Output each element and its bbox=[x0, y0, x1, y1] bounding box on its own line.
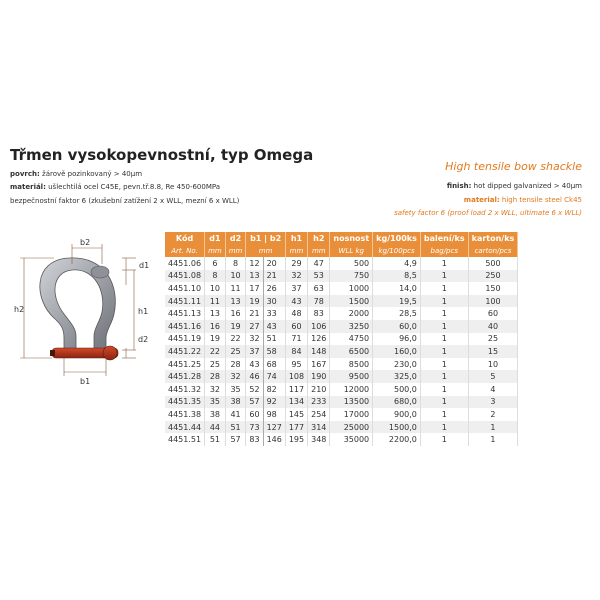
col-header-load: nosnost bbox=[330, 232, 373, 245]
cell-d1: 8 bbox=[205, 270, 226, 283]
cell-bag: 1 bbox=[420, 433, 468, 446]
cell-h2: 126 bbox=[308, 333, 330, 346]
cell-bag: 1 bbox=[420, 320, 468, 333]
cell-weight: 500,0 bbox=[373, 383, 421, 396]
cell-code: 4451.35 bbox=[165, 396, 205, 409]
table-row bbox=[165, 333, 518, 346]
cell-weight: 160,0 bbox=[373, 345, 421, 358]
sub-header-carton: carton/pcs bbox=[468, 245, 518, 257]
cell-weight: 8,5 bbox=[373, 270, 421, 283]
cell-b2: 51 bbox=[263, 333, 285, 346]
cell-code: 4451.51 bbox=[165, 433, 205, 446]
cell-b2: 26 bbox=[263, 282, 285, 295]
cell-code: 4451.22 bbox=[165, 345, 205, 358]
cell-wll: 1000 bbox=[330, 282, 373, 295]
cell-d2: 38 bbox=[225, 396, 246, 409]
cell-bag: 1 bbox=[420, 408, 468, 421]
cell-carton: 1 bbox=[468, 421, 518, 434]
cell-d2: 8 bbox=[225, 257, 246, 270]
cell-b2: 82 bbox=[263, 383, 285, 396]
cell-code: 4451.16 bbox=[165, 320, 205, 333]
cell-h1: 177 bbox=[285, 421, 307, 434]
cell-h2: 148 bbox=[308, 345, 330, 358]
table-row bbox=[165, 370, 518, 383]
spec-table-body bbox=[165, 257, 518, 446]
english-title: High tensile bow shackle bbox=[445, 160, 582, 173]
cell-carton: 60 bbox=[468, 307, 518, 320]
shackle-diagram bbox=[14, 230, 154, 390]
cell-d2: 16 bbox=[225, 307, 246, 320]
cell-code: 4451.44 bbox=[165, 421, 205, 434]
surface-value: žárově pozinkovaný > 40µm bbox=[42, 170, 143, 178]
label-h2: h2 bbox=[14, 305, 25, 314]
cell-d1: 16 bbox=[205, 320, 226, 333]
table-row bbox=[165, 358, 518, 371]
col-header-weight: kg/100ks bbox=[373, 232, 421, 245]
cell-wll: 25000 bbox=[330, 421, 373, 434]
cell-weight: 2200,0 bbox=[373, 433, 421, 446]
cell-d2: 19 bbox=[225, 320, 246, 333]
sub-header-h1: mm bbox=[285, 245, 307, 257]
cell-h2: 53 bbox=[308, 270, 330, 283]
sub-header-d2: mm bbox=[225, 245, 246, 257]
table-row bbox=[165, 282, 518, 295]
cell-h1: 71 bbox=[285, 333, 307, 346]
cell-d2: 11 bbox=[225, 282, 246, 295]
label-d1: d1 bbox=[139, 261, 150, 270]
cell-weight: 1500,0 bbox=[373, 421, 421, 434]
cell-b1: 17 bbox=[246, 282, 263, 295]
cell-wll: 750 bbox=[330, 270, 373, 283]
cell-b2: 146 bbox=[263, 433, 285, 446]
sub-header-h2: mm bbox=[308, 245, 330, 257]
finish-line bbox=[447, 182, 582, 190]
cell-b1: 52 bbox=[246, 383, 263, 396]
cell-wll: 4750 bbox=[330, 333, 373, 346]
cell-wll: 6500 bbox=[330, 345, 373, 358]
table-row bbox=[165, 307, 518, 320]
cell-carton: 40 bbox=[468, 320, 518, 333]
cell-bag: 1 bbox=[420, 358, 468, 371]
cell-b2: 21 bbox=[263, 270, 285, 283]
cell-code: 4451.13 bbox=[165, 307, 205, 320]
cell-b1: 21 bbox=[246, 307, 263, 320]
cell-h2: 314 bbox=[308, 421, 330, 434]
cell-h1: 29 bbox=[285, 257, 307, 270]
sub-header-d1: mm bbox=[205, 245, 226, 257]
cell-h2: 233 bbox=[308, 396, 330, 409]
header-row bbox=[165, 232, 518, 245]
cell-h1: 48 bbox=[285, 307, 307, 320]
table-row bbox=[165, 295, 518, 308]
cell-carton: 25 bbox=[468, 333, 518, 346]
table-row bbox=[165, 383, 518, 396]
cell-wll: 500 bbox=[330, 257, 373, 270]
cell-h2: 47 bbox=[308, 257, 330, 270]
table-row bbox=[165, 257, 518, 270]
cell-bag: 1 bbox=[420, 421, 468, 434]
col-header-bag: balení/ks bbox=[420, 232, 468, 245]
cell-h1: 37 bbox=[285, 282, 307, 295]
col-header-d2: d2 bbox=[225, 232, 246, 245]
cell-b2: 92 bbox=[263, 396, 285, 409]
cell-code: 4451.38 bbox=[165, 408, 205, 421]
cell-b1: 27 bbox=[246, 320, 263, 333]
cell-b1: 83 bbox=[246, 433, 263, 446]
cell-b1: 13 bbox=[246, 270, 263, 283]
col-header-code: Kód bbox=[165, 232, 205, 245]
cell-carton: 250 bbox=[468, 270, 518, 283]
cell-wll: 9500 bbox=[330, 370, 373, 383]
cell-h1: 108 bbox=[285, 370, 307, 383]
cell-weight: 900,0 bbox=[373, 408, 421, 421]
cell-h1: 43 bbox=[285, 295, 307, 308]
cell-b2: 68 bbox=[263, 358, 285, 371]
cell-h2: 210 bbox=[308, 383, 330, 396]
table-row bbox=[165, 270, 518, 283]
label-d2: d2 bbox=[138, 335, 149, 344]
cell-bag: 1 bbox=[420, 270, 468, 283]
cell-d1: 13 bbox=[205, 307, 226, 320]
cell-weight: 680,0 bbox=[373, 396, 421, 409]
cell-carton: 500 bbox=[468, 257, 518, 270]
cell-b1: 57 bbox=[246, 396, 263, 409]
cell-b1: 32 bbox=[246, 333, 263, 346]
cell-weight: 230,0 bbox=[373, 358, 421, 371]
label-b2: b2 bbox=[80, 238, 91, 247]
cell-d1: 11 bbox=[205, 295, 226, 308]
material-line bbox=[10, 183, 220, 191]
cell-h2: 78 bbox=[308, 295, 330, 308]
cell-h1: 60 bbox=[285, 320, 307, 333]
cell-bag: 1 bbox=[420, 370, 468, 383]
cell-wll: 13500 bbox=[330, 396, 373, 409]
cell-carton: 1 bbox=[468, 433, 518, 446]
cell-carton: 100 bbox=[468, 295, 518, 308]
cell-carton: 10 bbox=[468, 358, 518, 371]
material-label-en: material: bbox=[463, 196, 500, 204]
cell-carton: 3 bbox=[468, 396, 518, 409]
material-value: ušlechtilá ocel C45E, pevn.tř.8.8, Re 450-600MPa bbox=[48, 183, 221, 191]
cell-code: 4451.32 bbox=[165, 383, 205, 396]
cell-carton: 15 bbox=[468, 345, 518, 358]
cell-bag: 1 bbox=[420, 257, 468, 270]
cell-code: 4451.06 bbox=[165, 257, 205, 270]
cell-b2: 127 bbox=[263, 421, 285, 434]
table-row bbox=[165, 433, 518, 446]
cell-h2: 190 bbox=[308, 370, 330, 383]
cell-code: 4451.28 bbox=[165, 370, 205, 383]
cell-b1: 73 bbox=[246, 421, 263, 434]
cell-d2: 35 bbox=[225, 383, 246, 396]
sub-header-weight: kg/100pcs bbox=[373, 245, 421, 257]
cell-carton: 4 bbox=[468, 383, 518, 396]
cell-wll: 35000 bbox=[330, 433, 373, 446]
col-header-carton: karton/ks bbox=[468, 232, 518, 245]
cell-d1: 44 bbox=[205, 421, 226, 434]
cell-h2: 254 bbox=[308, 408, 330, 421]
spec-table bbox=[165, 232, 518, 446]
page-title: Třmen vysokopevnostní, typ Omega bbox=[10, 146, 314, 164]
cell-carton: 5 bbox=[468, 370, 518, 383]
cell-b2: 30 bbox=[263, 295, 285, 308]
finish-value: hot dipped galvanized > 40µm bbox=[473, 182, 582, 190]
cell-weight: 4,9 bbox=[373, 257, 421, 270]
subheader-row bbox=[165, 245, 518, 257]
cell-weight: 96,0 bbox=[373, 333, 421, 346]
cell-b1: 37 bbox=[246, 345, 263, 358]
cell-bag: 1 bbox=[420, 282, 468, 295]
cell-h2: 167 bbox=[308, 358, 330, 371]
cell-b1: 60 bbox=[246, 408, 263, 421]
cell-weight: 325,0 bbox=[373, 370, 421, 383]
cell-bag: 1 bbox=[420, 383, 468, 396]
cell-b2: 58 bbox=[263, 345, 285, 358]
cell-d1: 19 bbox=[205, 333, 226, 346]
cell-b1: 12 bbox=[246, 257, 263, 270]
safety-factor-en: safety factor 6 (proof load 2 x WLL, ultimate 6 x WLL) bbox=[394, 209, 582, 217]
cell-h2: 63 bbox=[308, 282, 330, 295]
cell-b2: 43 bbox=[263, 320, 285, 333]
col-header-h1: h1 bbox=[285, 232, 307, 245]
material-line-en bbox=[464, 196, 582, 204]
table-row bbox=[165, 408, 518, 421]
surface-label: povrch: bbox=[10, 170, 40, 178]
cell-weight: 60,0 bbox=[373, 320, 421, 333]
cell-d2: 57 bbox=[225, 433, 246, 446]
cell-d2: 51 bbox=[225, 421, 246, 434]
cell-d1: 25 bbox=[205, 358, 226, 371]
label-b1: b1 bbox=[80, 377, 91, 386]
table-row bbox=[165, 421, 518, 434]
material-label: materiál: bbox=[10, 183, 46, 191]
col-header-h2: h2 bbox=[308, 232, 330, 245]
cell-b1: 46 bbox=[246, 370, 263, 383]
cell-wll: 3250 bbox=[330, 320, 373, 333]
cell-d1: 32 bbox=[205, 383, 226, 396]
cell-weight: 28,5 bbox=[373, 307, 421, 320]
cell-b2: 33 bbox=[263, 307, 285, 320]
cell-wll: 2000 bbox=[330, 307, 373, 320]
col-header-b1b2: b1 | b2 bbox=[246, 232, 285, 245]
cell-wll: 17000 bbox=[330, 408, 373, 421]
cell-code: 4451.19 bbox=[165, 333, 205, 346]
cell-weight: 14,0 bbox=[373, 282, 421, 295]
cell-b2: 20 bbox=[263, 257, 285, 270]
cell-wll: 1500 bbox=[330, 295, 373, 308]
col-header-d1: d1 bbox=[205, 232, 226, 245]
cell-b2: 98 bbox=[263, 408, 285, 421]
table-row bbox=[165, 345, 518, 358]
cell-d2: 10 bbox=[225, 270, 246, 283]
cell-code: 4451.25 bbox=[165, 358, 205, 371]
cell-h1: 84 bbox=[285, 345, 307, 358]
cell-d2: 13 bbox=[225, 295, 246, 308]
label-h1: h1 bbox=[138, 307, 149, 316]
cell-h1: 134 bbox=[285, 396, 307, 409]
cell-d1: 28 bbox=[205, 370, 226, 383]
cell-h1: 95 bbox=[285, 358, 307, 371]
cell-d2: 41 bbox=[225, 408, 246, 421]
cell-h1: 195 bbox=[285, 433, 307, 446]
sub-header-load: WLL kg bbox=[330, 245, 373, 257]
cell-bag: 1 bbox=[420, 333, 468, 346]
cell-b1: 43 bbox=[246, 358, 263, 371]
cell-d2: 32 bbox=[225, 370, 246, 383]
finish-label: finish: bbox=[446, 182, 472, 190]
cell-d1: 35 bbox=[205, 396, 226, 409]
table-row bbox=[165, 396, 518, 409]
cell-carton: 2 bbox=[468, 408, 518, 421]
cell-d1: 38 bbox=[205, 408, 226, 421]
cell-h2: 348 bbox=[308, 433, 330, 446]
cell-d1: 6 bbox=[205, 257, 226, 270]
cell-d2: 28 bbox=[225, 358, 246, 371]
cell-wll: 12000 bbox=[330, 383, 373, 396]
cell-d1: 22 bbox=[205, 345, 226, 358]
surface-line bbox=[10, 170, 142, 178]
cell-d1: 10 bbox=[205, 282, 226, 295]
cell-weight: 19,5 bbox=[373, 295, 421, 308]
material-value-en: high tensile steel Ck45 bbox=[501, 196, 582, 204]
cell-code: 4451.11 bbox=[165, 295, 205, 308]
cell-d2: 22 bbox=[225, 333, 246, 346]
cell-d1: 51 bbox=[205, 433, 226, 446]
cell-code: 4451.10 bbox=[165, 282, 205, 295]
cell-code: 4451.08 bbox=[165, 270, 205, 283]
sub-header-bag: bag/pcs bbox=[420, 245, 468, 257]
cell-b1: 19 bbox=[246, 295, 263, 308]
table-row bbox=[165, 320, 518, 333]
sub-header-b1b2: mm bbox=[246, 245, 285, 257]
cell-h1: 145 bbox=[285, 408, 307, 421]
cell-h2: 106 bbox=[308, 320, 330, 333]
cell-wll: 8500 bbox=[330, 358, 373, 371]
cell-h1: 117 bbox=[285, 383, 307, 396]
sub-header-code: Art. No. bbox=[165, 245, 205, 257]
cell-bag: 1 bbox=[420, 307, 468, 320]
cell-bag: 1 bbox=[420, 295, 468, 308]
cell-bag: 1 bbox=[420, 345, 468, 358]
safety-factor-cz: bezpečnostní faktor 6 (zkušební zatížení 2 x WLL, mezní 6 x WLL) bbox=[10, 197, 240, 205]
cell-d2: 25 bbox=[225, 345, 246, 358]
cell-h1: 32 bbox=[285, 270, 307, 283]
cell-bag: 1 bbox=[420, 396, 468, 409]
cell-carton: 150 bbox=[468, 282, 518, 295]
cell-h2: 83 bbox=[308, 307, 330, 320]
cell-b2: 74 bbox=[263, 370, 285, 383]
